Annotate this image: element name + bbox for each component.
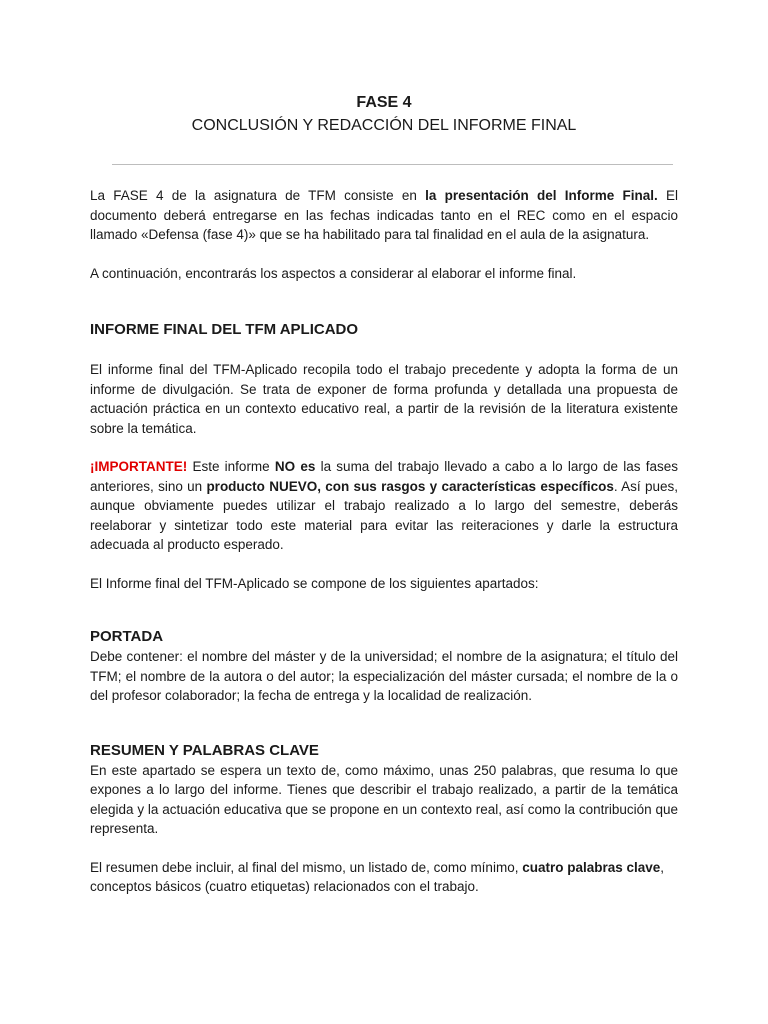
intro-paragraph: La FASE 4 de la asignatura de TFM consiste en la presentación del Informe Final. El documento deberá entregarse en las fechas indicadas tanto en el REC como en el espacio llamado «Defensa (fase 4)» que se ha habilitado para tal finalidad en el aula de la asignatura. xyxy=(90,188,678,242)
producto-nuevo-emphasis: producto NUEVO, con sus rasgos y características específicos xyxy=(206,478,614,494)
section-heading-informe: INFORME FINAL DEL TFM APLICADO xyxy=(90,321,359,338)
intro-continuation-paragraph: A continuación, encontrarás los aspectos a considerar al elaborar el informe final. xyxy=(90,265,577,281)
important-label: ¡IMPORTANTE! xyxy=(90,459,188,474)
page-title: FASE 4 xyxy=(356,94,412,111)
informe-paragraph: El informe final del TFM-Aplicado recopila todo el trabajo precedente y adopta la forma de un informe de divulgación. Se trata de exponer de forma profunda y detallada una propuesta de actuación práctica en un contexto educativo real, a partir de la revisión de la literatura existente sobre la temática. xyxy=(90,362,678,436)
document-body xyxy=(90,186,678,897)
portada-paragraph: Debe contener: el nombre del máster y de la universidad; el nombre de la asignatura; el título del TFM; el nombre de la autora o del autor; la especialización del máster cursada; el nombre de la o del profesor colaborador; la fecha de entrega y la localidad de realización. xyxy=(90,649,678,703)
apartados-intro-paragraph: El Informe final del TFM-Aplicado se compone de los siguientes apartados: xyxy=(90,575,539,591)
section-heading-portada: PORTADA xyxy=(90,628,164,645)
resumen-paragraph: En este apartado se espera un texto de, como máximo, unas 250 palabras, que resuma lo que expones a lo largo del informe. Tienes que describir el trabajo realizado, a partir de la temática elegida y la actuación educativa que se propone en un contexto real, así como la contribución que representa. xyxy=(90,762,678,836)
horizontal-divider xyxy=(112,164,673,165)
cuatro-palabras-clave-emphasis: cuatro palabras clave xyxy=(522,859,661,875)
important-paragraph: ¡IMPORTANTE! Este informe NO es la suma del trabajo llevado a cabo a lo largo de las fases anteriores, sino un producto NUEVO, con sus rasgos y características específicos. Así pues, aunque obviamente puedes utilizar el trabajo realizado a lo largo del semestre, deberás reelaborar y sintetizar todo este material para evitar las reiteraciones y darle la estructura adecuada al producto esperado. xyxy=(90,459,679,552)
no-es-emphasis: NO es xyxy=(274,459,316,474)
page-subtitle: CONCLUSIÓN Y REDACCIÓN DEL INFORME FINAL xyxy=(191,117,577,134)
section-heading-resumen: RESUMEN Y PALABRAS CLAVE xyxy=(90,741,319,759)
palabras-clave-paragraph: El resumen debe incluir, al final del mismo, un listado de, como mínimo, cuatro palabras clave, conceptos básicos (cuatro etiquetas) relacionados con el trabajo. xyxy=(90,859,665,894)
intro-emphasis: la presentación del Informe Final. xyxy=(425,188,658,203)
